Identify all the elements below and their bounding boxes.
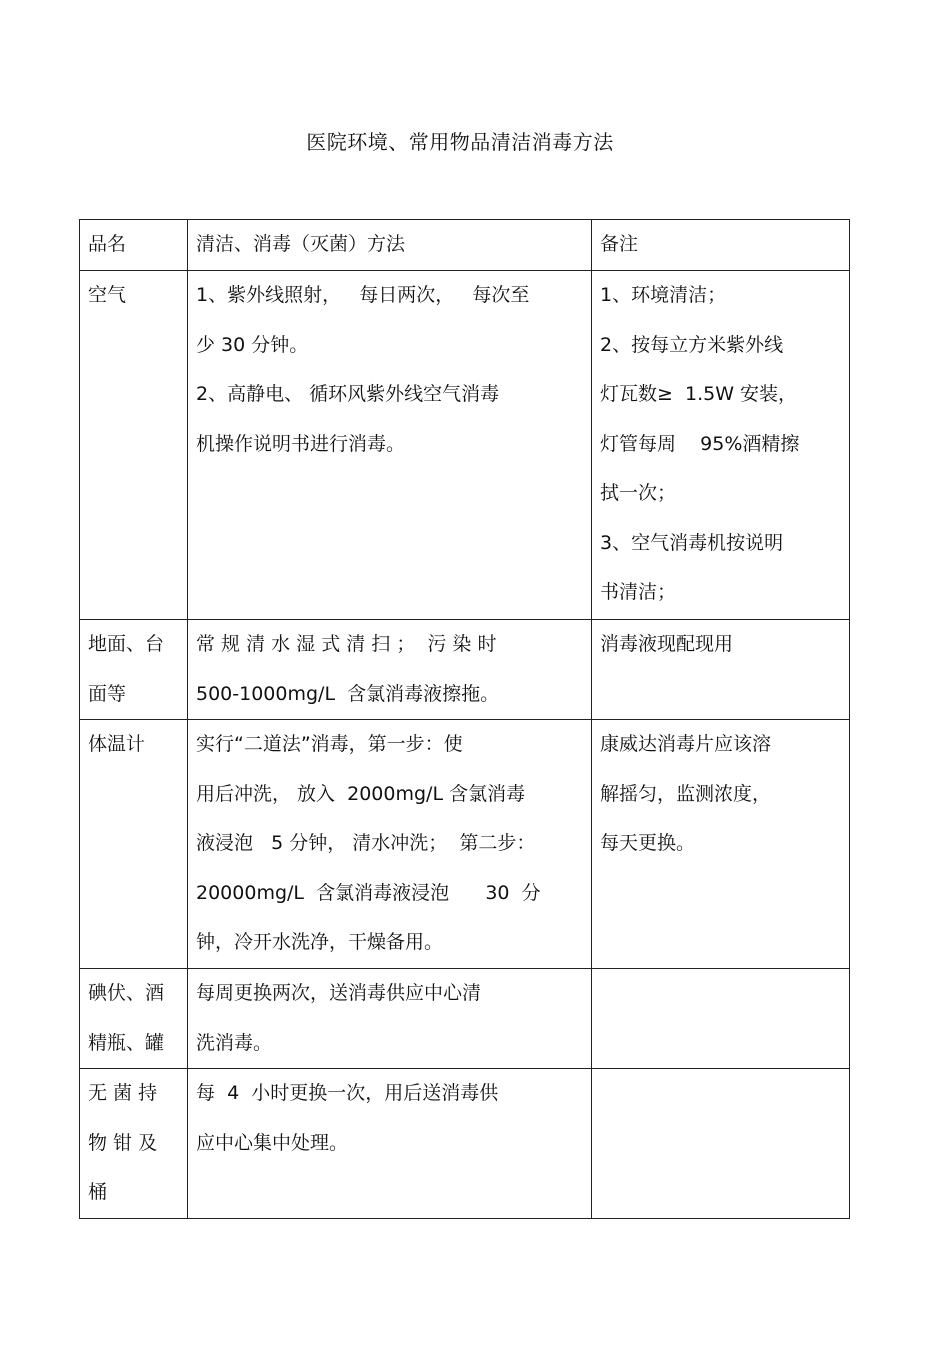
table-row	[80, 720, 850, 969]
note-line: 每天更换。	[600, 832, 696, 854]
table-header-row	[80, 220, 850, 271]
note-line: 消毒液现配现用	[600, 633, 734, 655]
header-method: 清洁、消毒（灭菌）方法	[188, 220, 592, 271]
page-title: 医院环境、常用物品清洁消毒方法	[306, 130, 614, 154]
item-line: 碘伏、酒	[88, 982, 165, 1004]
method-cell	[188, 720, 592, 969]
method-line: 2、高静电、 循环风紫外线空气消毒	[196, 383, 500, 405]
note-cell	[592, 720, 850, 969]
item-line: 桶	[88, 1181, 108, 1203]
table-row	[80, 1069, 850, 1219]
header-note: 备注	[592, 220, 850, 271]
item-cell	[80, 720, 188, 969]
disinfection-table	[79, 219, 850, 1219]
item-line: 无 菌 持	[88, 1082, 158, 1104]
note-line: 3、空气消毒机按说明	[600, 531, 784, 554]
method-line: 每周更换两次，送消毒供应中心清	[196, 982, 482, 1004]
table-row	[80, 620, 850, 720]
method-cell	[188, 1069, 592, 1219]
header-item: 品名	[80, 220, 188, 271]
note-line: 灯管每周 95%酒精擦	[600, 432, 800, 455]
note-line: 2、按每立方米紫外线	[600, 333, 784, 356]
item-line: 空气	[88, 284, 127, 306]
note-cell	[592, 969, 850, 1069]
item-cell	[80, 1069, 188, 1219]
note-line: 灯瓦数≥ 1.5W 安装，	[600, 383, 798, 405]
item-line: 体温计	[88, 733, 146, 755]
note-line: 1、环境清洁；	[600, 284, 727, 306]
item-line: 地面、台	[88, 633, 165, 655]
item-line: 面等	[88, 682, 127, 705]
method-line: 钟，冷开水洗净，干燥备用。	[196, 931, 444, 953]
method-line: 20000mg/L 含氯消毒液浸泡 30 分	[196, 881, 541, 904]
note-cell	[592, 1069, 850, 1219]
item-cell	[80, 969, 188, 1069]
method-line: 常 规 清 水 湿 式 清 扫 ； 污 染 时	[196, 633, 497, 655]
note-line: 康威达消毒片应该溶	[600, 733, 772, 755]
method-line: 实行“二道法”消毒，第一步：使	[196, 733, 463, 755]
note-cell	[592, 620, 850, 720]
item-cell	[80, 620, 188, 720]
method-line: 每 4 小时更换一次，用后送消毒供	[196, 1082, 499, 1104]
note-line: 解摇匀，监测浓度，	[600, 782, 772, 805]
method-cell	[188, 271, 592, 620]
method-cell	[188, 620, 592, 720]
item-cell	[80, 271, 188, 620]
method-line: 少 30 分钟。	[196, 333, 309, 356]
method-line: 机操作说明书进行消毒。	[196, 432, 406, 455]
item-line: 精瓶、罐	[88, 1031, 165, 1054]
note-cell	[592, 271, 850, 620]
item-line: 物 钳 及	[88, 1131, 158, 1154]
method-line: 洗消毒。	[196, 1031, 273, 1054]
table-row	[80, 271, 850, 620]
method-line: 应中心集中处理。	[196, 1131, 349, 1154]
method-line: 用后冲洗， 放入 2000mg/L 含氯消毒	[196, 782, 526, 805]
method-line: 500-1000mg/L 含氯消毒液擦拖。	[196, 682, 500, 705]
note-line: 书清洁；	[600, 581, 677, 603]
method-line: 1、紫外线照射， 每日两次， 每次至	[196, 284, 530, 306]
method-cell	[188, 969, 592, 1069]
note-line: 拭一次；	[600, 482, 677, 504]
method-line: 液浸泡 5 分钟， 清水冲洗； 第二步：	[196, 832, 536, 854]
table-row	[80, 969, 850, 1069]
